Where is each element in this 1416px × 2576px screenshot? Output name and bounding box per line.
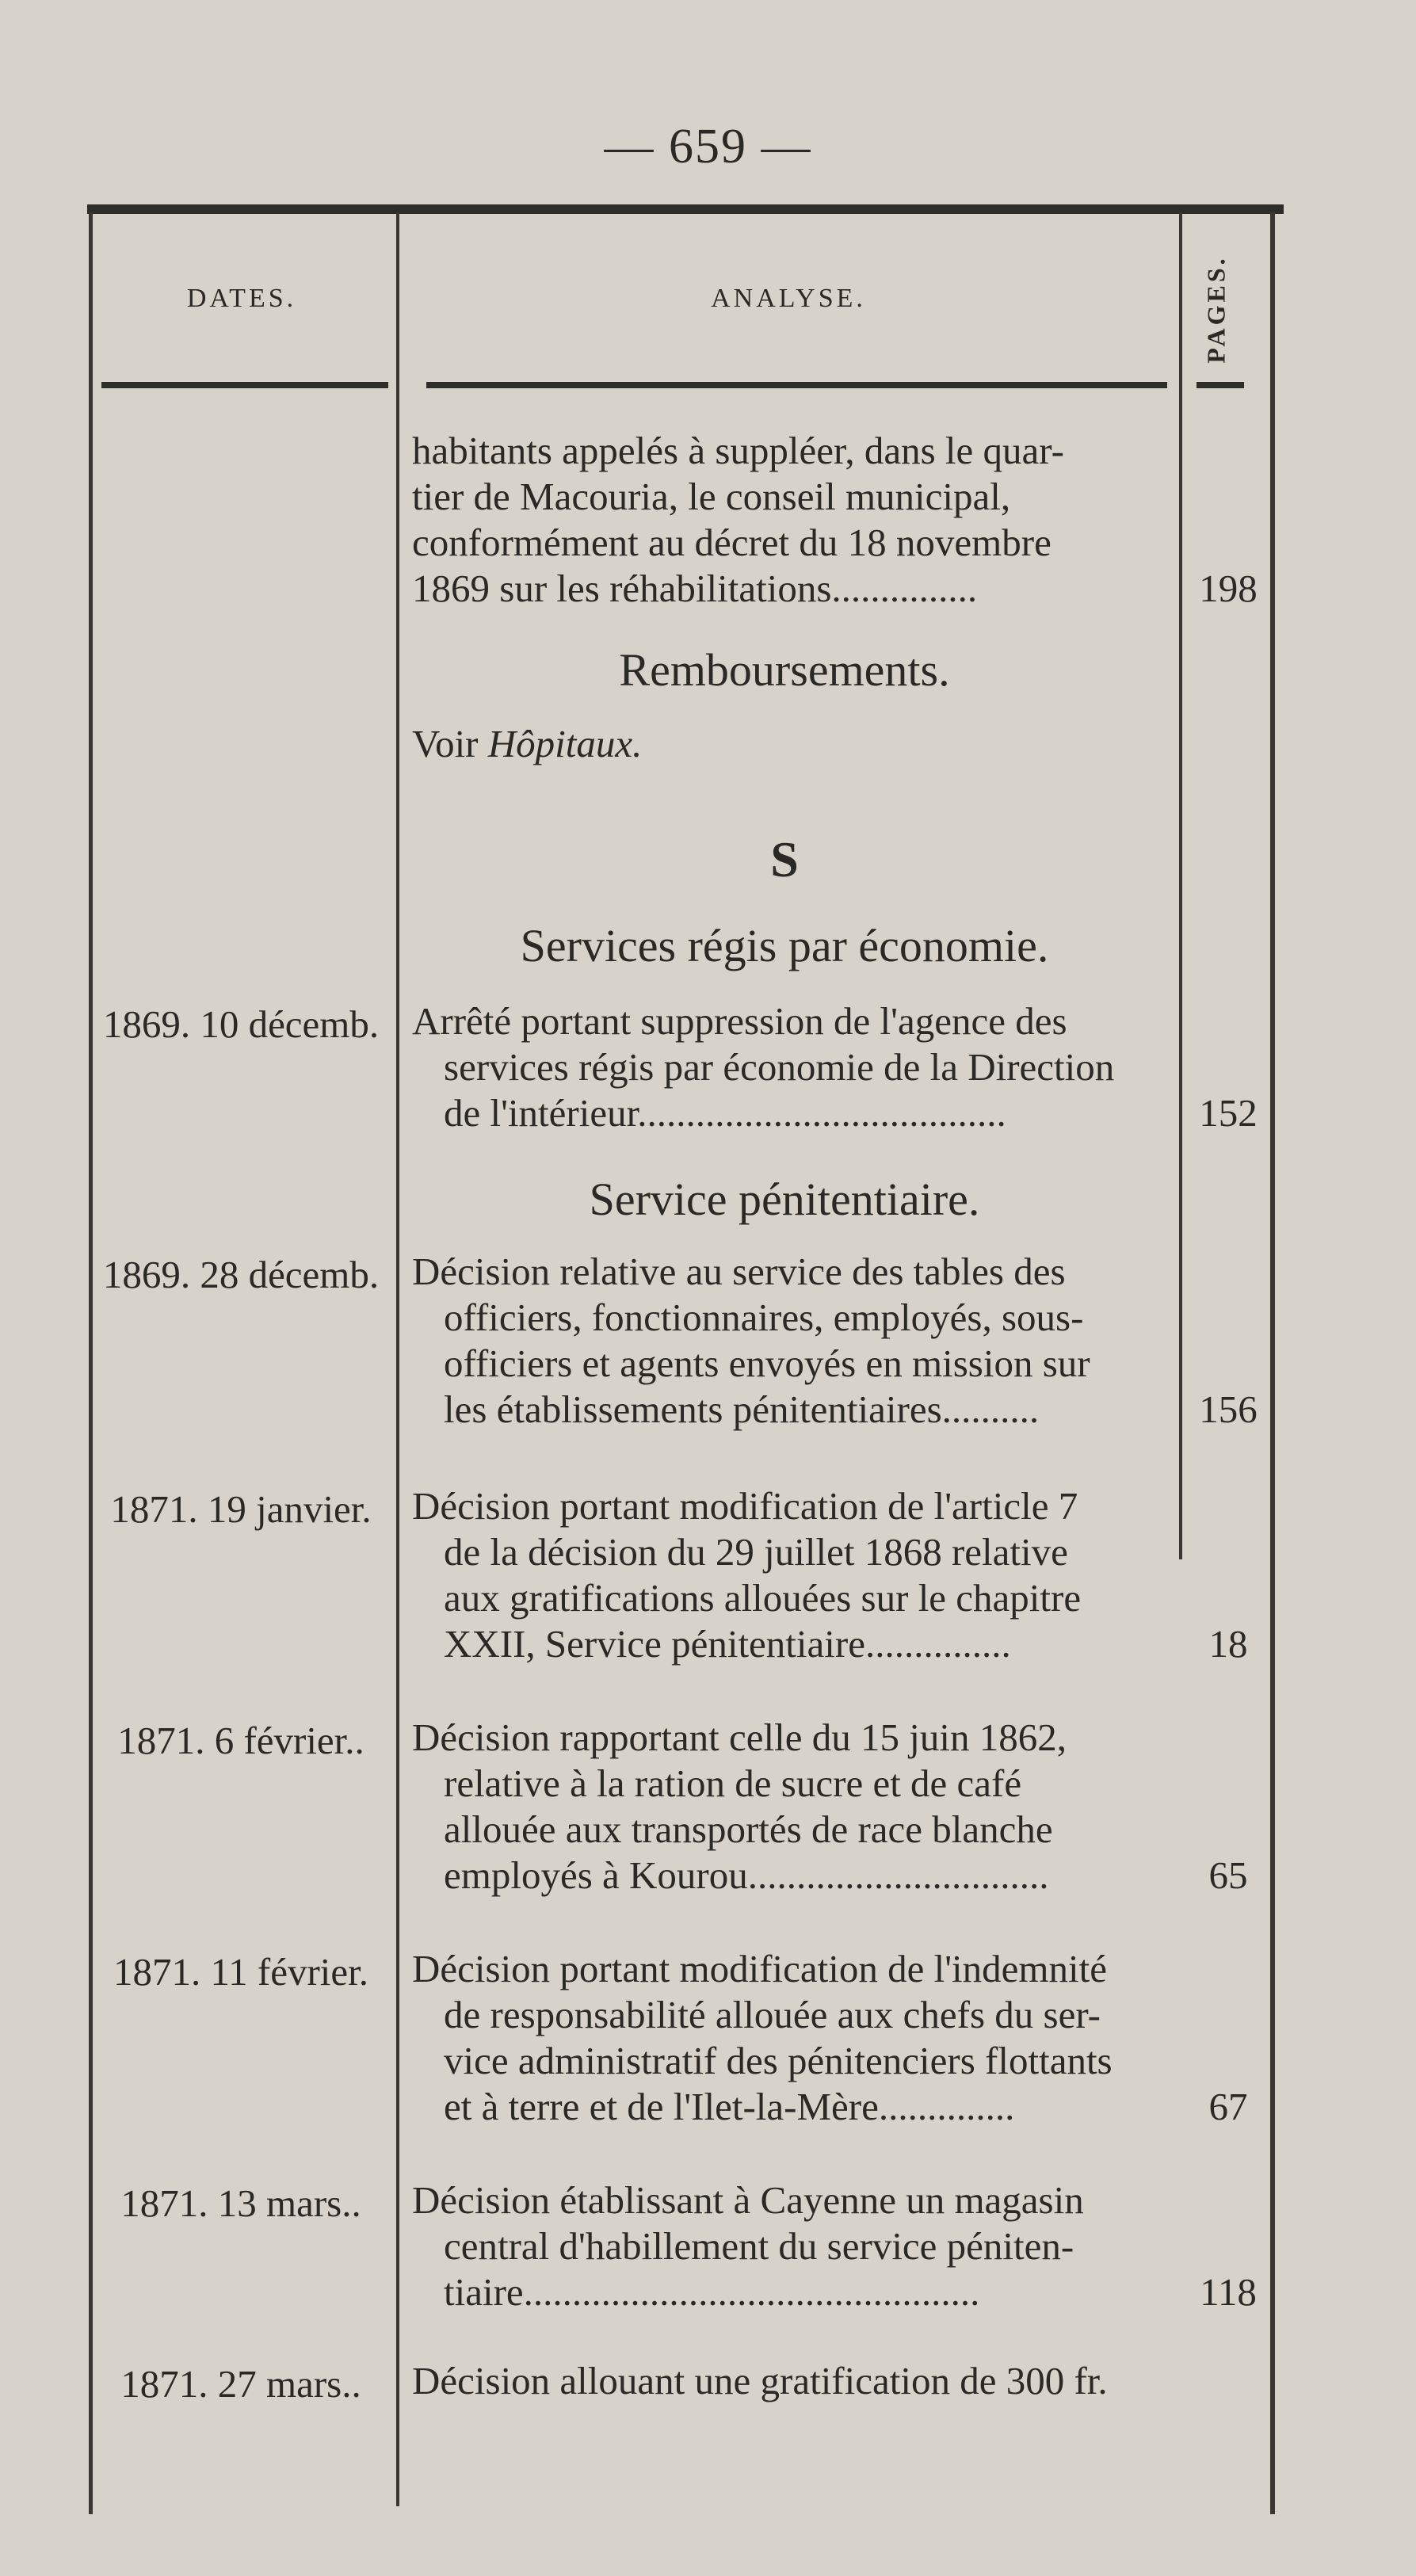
continuation-line: tier de Macouria, le conseil municipal, <box>412 475 1011 518</box>
voir-target: Hôpitaux. <box>487 722 643 765</box>
entry-line: employés à Kourou............................... <box>444 1853 1049 1897</box>
entry-date: 1871. 11 février. <box>113 1950 369 1994</box>
page-ref: 18 <box>1208 1622 1248 1666</box>
header-analyse: ANALYSE. <box>711 284 866 313</box>
section-title-penitentiaire: Service pénitentiaire. <box>589 1174 980 1225</box>
entry-date: 1869. 28 décemb. <box>102 1253 380 1296</box>
entry-line: officiers et agents envoyés en mission sur <box>444 1341 1090 1385</box>
header-dates: DATES. <box>186 284 297 313</box>
entry-line: relative à la ration de sucre et de café <box>444 1761 1022 1805</box>
voir-label: Voir <box>412 722 479 765</box>
entry-line: de l'intérieur...................................... <box>444 1091 1006 1135</box>
entry-line: allouée aux transportés de race blanche <box>444 1807 1053 1851</box>
entry-line: les établissements pénitentiaires.......... <box>444 1387 1040 1431</box>
entry-line: Décision portant modification de l'article 7 <box>412 1484 1078 1528</box>
section-letter: S <box>770 831 799 887</box>
entry-line: Décision relative au service des tables des <box>412 1250 1066 1293</box>
page-ref: 152 <box>1199 1091 1258 1135</box>
entry-line: Décision portant modification de l'indemnité <box>412 1947 1107 1990</box>
column-rule-right <box>1270 212 1275 2514</box>
entry-date: 1871. 6 février.. <box>117 1719 364 1762</box>
entry-text <box>412 1946 1165 2130</box>
entry-text <box>412 2358 1165 2404</box>
entry-line: de responsabilité allouée aux chefs du ser- <box>444 1993 1101 2036</box>
voir-reference <box>412 721 642 766</box>
entry-date: 1871. 27 mars.. <box>120 2362 361 2406</box>
continuation-line: conformément au décret du 18 novembre <box>412 521 1052 564</box>
page-ref: 198 <box>1199 567 1258 610</box>
page-ref: 67 <box>1208 2085 1248 2128</box>
header-rule-analyse <box>426 382 1167 388</box>
header-rule-pages <box>1197 382 1244 388</box>
page-ref: 156 <box>1199 1387 1258 1431</box>
entry-line: central d'habillement du service péniten- <box>444 2224 1074 2268</box>
entry-text <box>412 998 1165 1136</box>
entry-text <box>412 1483 1165 1667</box>
entry-line: aux gratifications allouées sur le chapitre <box>444 1576 1082 1620</box>
entry-line: tiaire............................................... <box>444 2270 980 2314</box>
section-title-services: Services régis par économie. <box>520 920 1049 971</box>
entry-line: de la décision du 29 juillet 1868 relative <box>444 1530 1068 1574</box>
entry-line: vice administratif des pénitenciers flottants <box>444 2039 1113 2082</box>
entry-date: 1871. 13 mars.. <box>120 2181 361 2225</box>
page-ref: 65 <box>1208 1853 1248 1897</box>
page-ref: 118 <box>1200 2270 1257 2314</box>
entry-date: 1869. 10 décemb. <box>102 1002 380 1046</box>
entry-date: 1871. 19 janvier. <box>110 1487 372 1531</box>
top-rule <box>87 204 1284 214</box>
header-rule-dates <box>101 382 388 388</box>
continuation-line: 1869 sur les réhabilitations............... <box>412 567 978 610</box>
column-rule-dates-analyse <box>396 212 399 2506</box>
header-pages: PAGES. <box>1201 254 1231 364</box>
entry-line: XXII, Service pénitentiaire............... <box>444 1622 1011 1666</box>
column-rule-left <box>89 212 93 2514</box>
continuation-text <box>412 428 1165 612</box>
entry-line: Décision allouant une gratification de 300 fr. <box>412 2359 1108 2402</box>
entry-line: Décision rapportant celle du 15 juin 1862, <box>412 1715 1067 1759</box>
entry-text <box>412 2177 1165 2315</box>
entry-line: services régis par économie de la Direction <box>444 1045 1115 1089</box>
entry-text <box>412 1249 1165 1433</box>
continuation-line: habitants appelés à suppléer, dans le quar- <box>412 429 1064 472</box>
entry-text <box>412 1715 1165 1899</box>
entry-line: Arrêté portant suppression de l'agence des <box>412 999 1067 1043</box>
entry-line: officiers, fonctionnaires, employés, sous- <box>444 1296 1084 1339</box>
section-title-remboursements: Remboursements. <box>619 644 950 696</box>
entry-line: et à terre et de l'Ilet-la-Mère.............. <box>444 2085 1015 2128</box>
entry-line: Décision établissant à Cayenne un magasin <box>412 2178 1084 2222</box>
page-number: — 659 — <box>604 120 812 174</box>
